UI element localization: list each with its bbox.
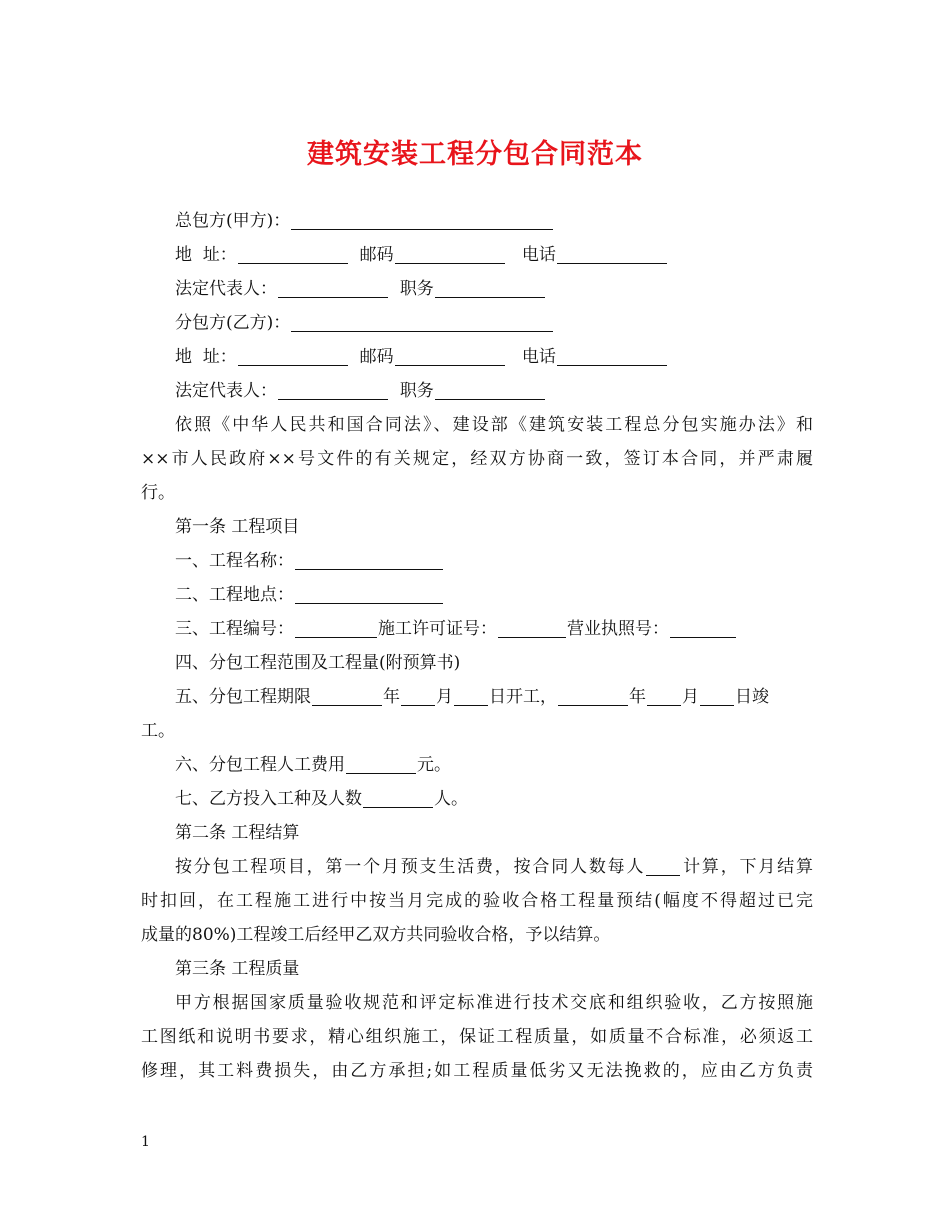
party-a-label: 总包方(甲方)： [175, 211, 291, 231]
project-name-blank [295, 551, 443, 570]
start-month-blank [401, 687, 435, 706]
settlement-text-a: 按分包工程项目，第一个月预支生活费，按合同人数每人 [175, 857, 646, 877]
settlement-line-1 [141, 850, 813, 884]
workers-label: 七、乙方投入工种及人数 [175, 789, 362, 809]
zip-blank [395, 347, 505, 366]
party-b-label: 分包方(乙方)： [175, 313, 291, 333]
article-2-heading: 第二条 工程结算 [175, 823, 300, 843]
project-code-line [141, 612, 813, 646]
workers-unit: 人。 [434, 789, 468, 809]
address-label: 地 址： [175, 347, 237, 367]
month-label: 月 [436, 687, 453, 707]
post-label: 职务 [399, 279, 434, 299]
settlement-text-b: 计算，下月结算 [681, 857, 813, 877]
license-blank [670, 619, 736, 638]
preamble-line-2: ××市人民政府××号文件的有关规定，经双方协商一致，签订本合同，并严肃履 [141, 449, 813, 469]
settlement-line-3: 成量的80%)工程竣工后经甲乙双方共同验收合格，予以结算。 [141, 925, 611, 945]
tel-label: 电话 [521, 347, 556, 367]
labor-cost-label: 六、分包工程人工费用 [175, 755, 345, 775]
workers-line [141, 782, 813, 816]
quality-line-1: 甲方根据国家质量验收规范和评定标准进行技术交底和组织验收，乙方按照施 [175, 993, 813, 1013]
tel-blank [557, 245, 667, 264]
end-year-blank [558, 687, 628, 706]
project-code-blank [295, 619, 377, 638]
scope-line: 四、分包工程范围及工程量(附预算书) [175, 653, 461, 673]
address-label: 地 址： [175, 245, 237, 265]
year-label: 年 [629, 687, 646, 707]
period-line-end: 工。 [141, 721, 175, 741]
labor-cost-unit: 元。 [417, 755, 451, 775]
year-label: 年 [383, 687, 400, 707]
license-label: 营业执照号： [567, 619, 669, 639]
page-number: 1 [141, 1134, 150, 1150]
address-blank [238, 245, 348, 264]
preamble-line-1: 依照《中华人民共和国合同法》、建设部《建筑安装工程总分包实施办法》和 [175, 415, 813, 435]
post-label: 职务 [399, 381, 434, 401]
document-title: 建筑安装工程分包合同范本 [307, 139, 643, 170]
post-blank [435, 279, 545, 298]
period-line [141, 680, 813, 714]
rep-label: 法定代表人： [175, 279, 277, 299]
quality-line-2: 工图纸和说明书要求，精心组织施工，保证工程质量，如质量不合标准，必须返工 [141, 1027, 813, 1047]
end-month-blank [647, 687, 681, 706]
article-3-heading: 第三条 工程质量 [175, 959, 300, 979]
tel-blank [557, 347, 667, 366]
rep-label: 法定代表人： [175, 381, 277, 401]
party-a-blank [291, 211, 553, 230]
contract-body [141, 204, 813, 1088]
permit-blank [498, 619, 566, 638]
end-label: 日竣 [735, 687, 769, 707]
project-name-line [141, 544, 813, 578]
party-a-rep-line [141, 272, 813, 306]
start-year-blank [312, 687, 382, 706]
rep-blank [278, 381, 388, 400]
project-code-label: 三、工程编号： [175, 619, 294, 639]
address-blank [238, 347, 348, 366]
post-blank [435, 381, 545, 400]
party-b-blank [291, 313, 553, 332]
quality-line-3: 修理，其工料费损失，由乙方承担;如工程质量低劣又无法挽救的，应由乙方负责 [141, 1061, 813, 1081]
month-label: 月 [682, 687, 699, 707]
labor-cost-line [141, 748, 813, 782]
project-site-line [141, 578, 813, 612]
rep-blank [278, 279, 388, 298]
party-a-address-line [141, 238, 813, 272]
project-site-blank [295, 585, 443, 604]
zip-label: 邮码 [359, 245, 394, 265]
per-person-blank [646, 857, 680, 876]
zip-label: 邮码 [359, 347, 394, 367]
party-b-address-line [141, 340, 813, 374]
settlement-line-2: 时扣回，在工程施工进行中按当月完成的验收合格工程量预结(幅度不得超过已完 [141, 891, 813, 911]
party-b-rep-line [141, 374, 813, 408]
project-site-label: 二、工程地点： [175, 585, 294, 605]
period-label: 五、分包工程期限 [175, 687, 311, 707]
end-day-blank [700, 687, 734, 706]
party-b-line [141, 306, 813, 340]
start-label: 日开工， [489, 687, 557, 707]
preamble-line-3: 行。 [141, 483, 175, 503]
project-name-label: 一、工程名称： [175, 551, 294, 571]
article-1-heading: 第一条 工程项目 [175, 517, 300, 537]
party-a-line [141, 204, 813, 238]
labor-cost-blank [346, 755, 416, 774]
start-day-blank [454, 687, 488, 706]
workers-blank [363, 789, 433, 808]
permit-label: 施工许可证号： [378, 619, 497, 639]
tel-label: 电话 [521, 245, 556, 265]
zip-blank [395, 245, 505, 264]
